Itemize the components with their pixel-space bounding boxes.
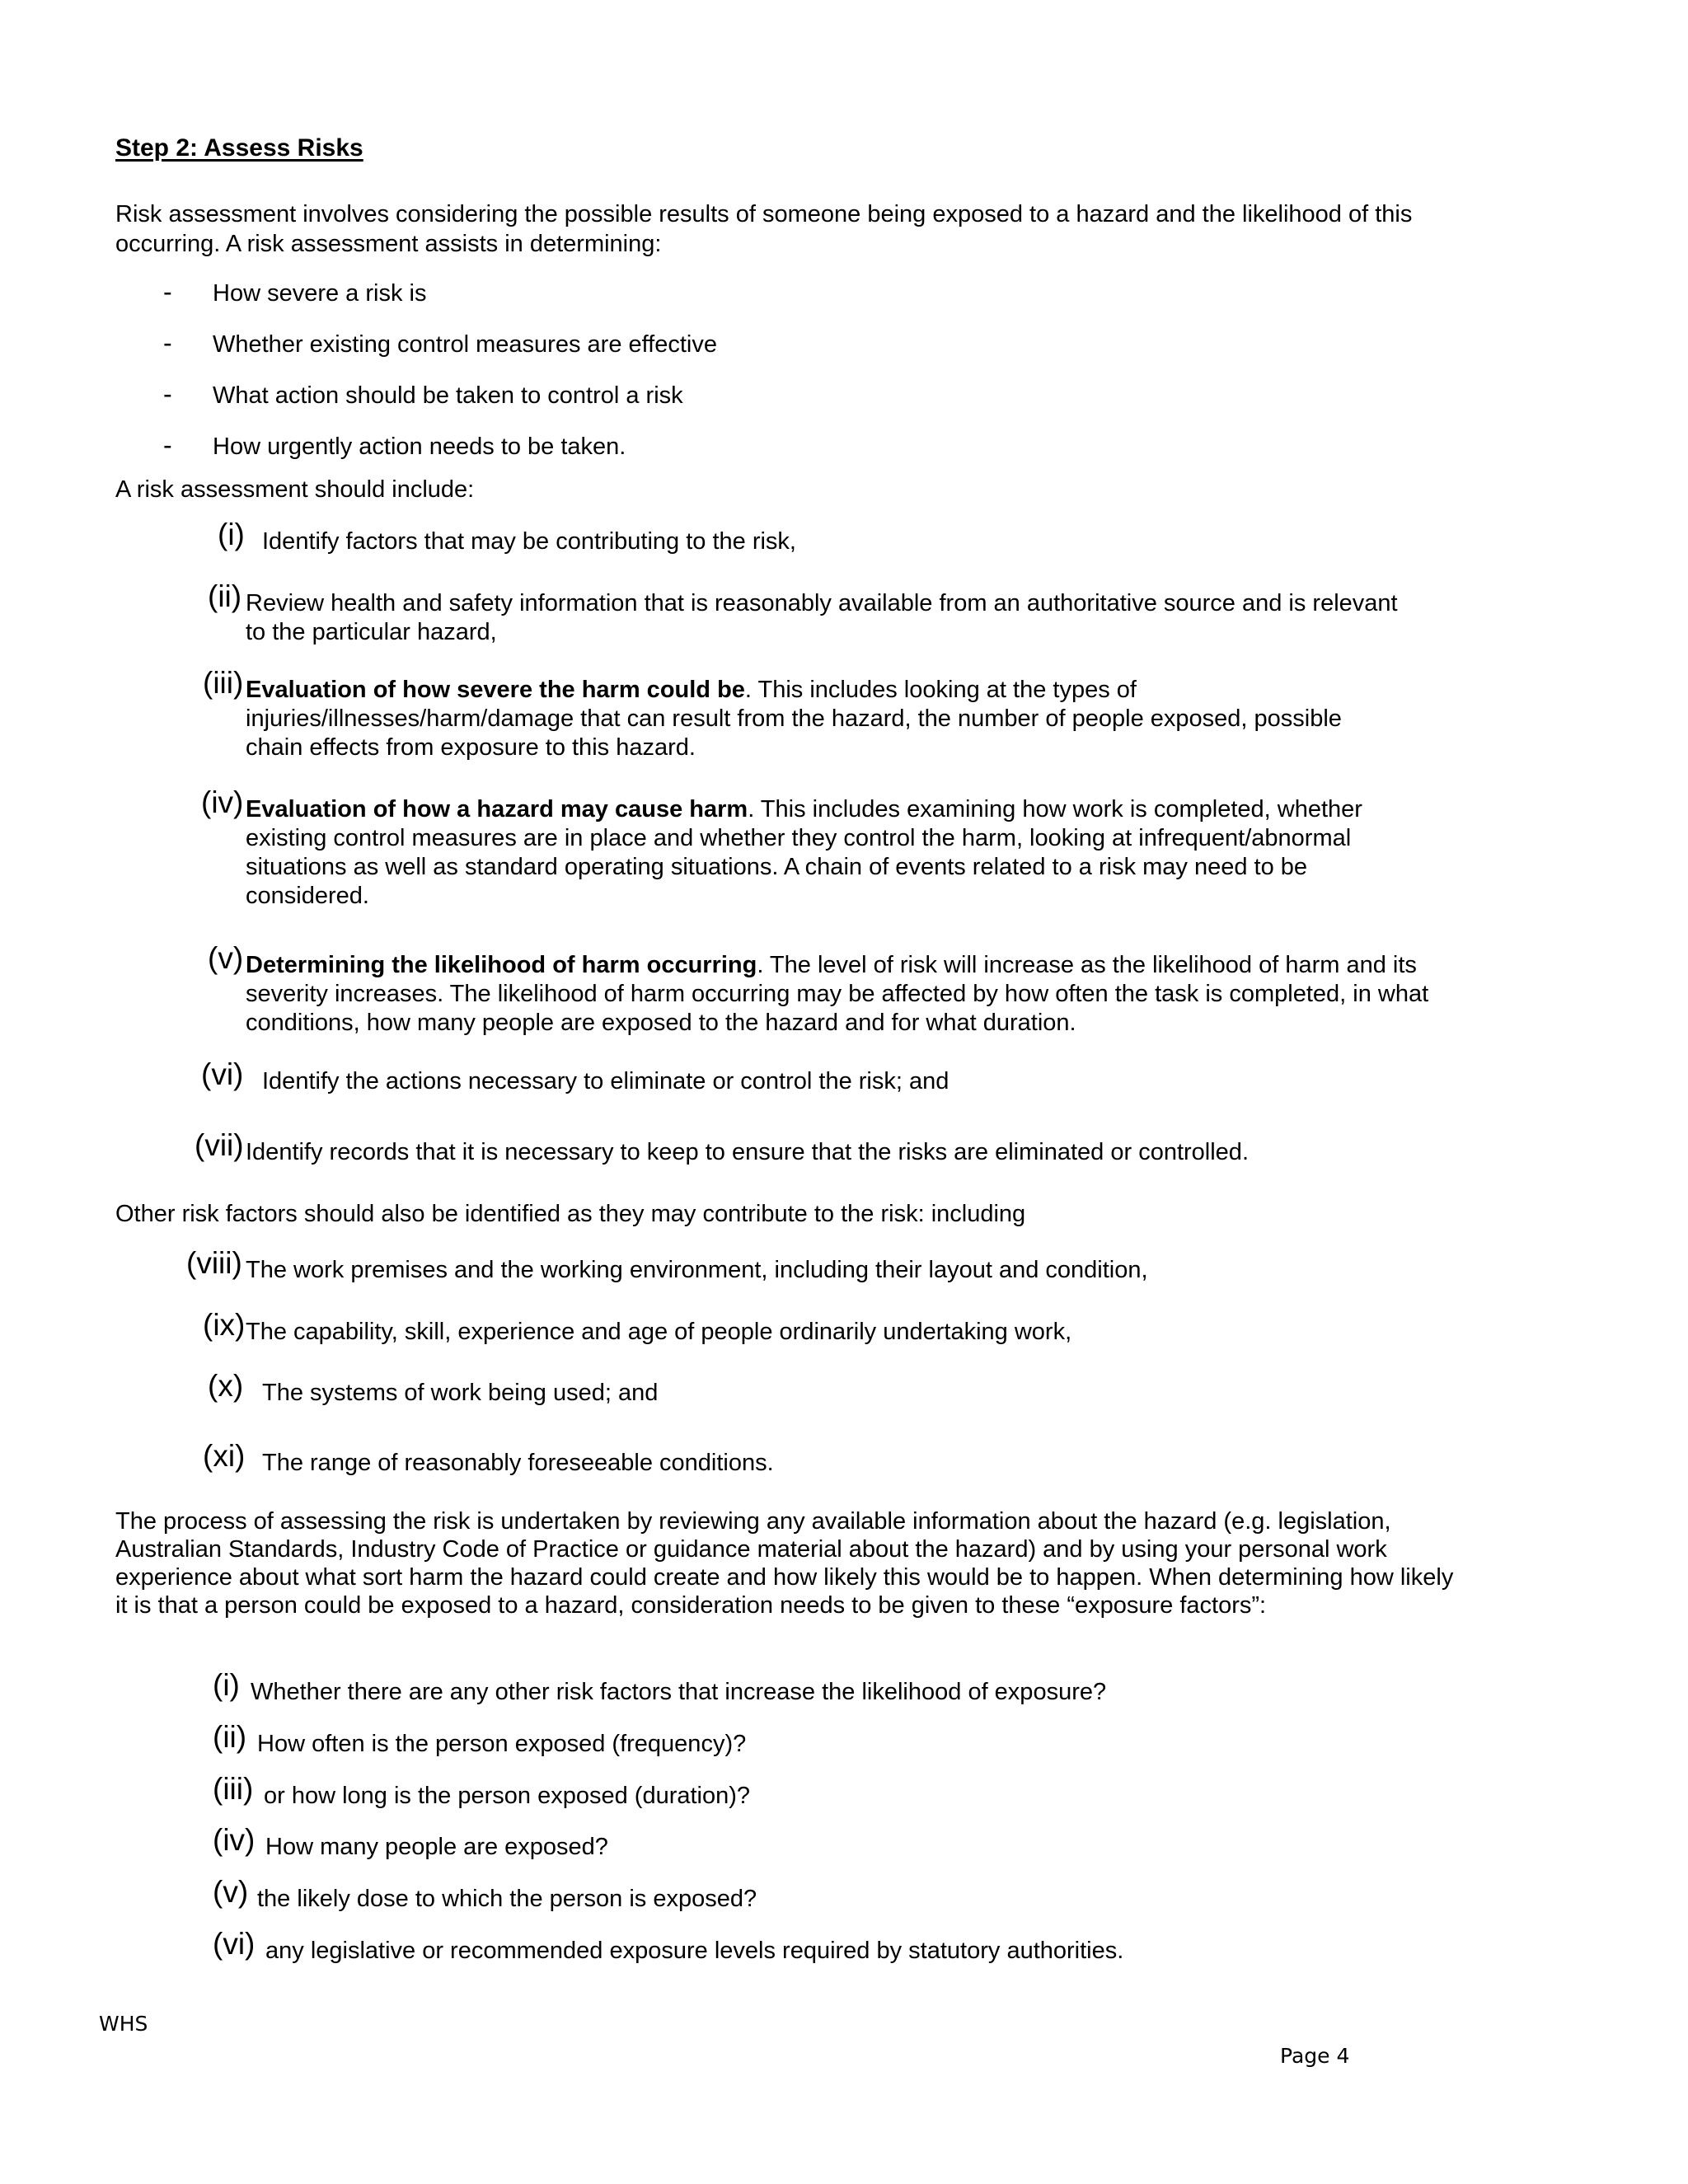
- include-intro: A risk assessment should include:: [115, 476, 475, 503]
- item-number: (v): [208, 941, 244, 975]
- item-number: (iv): [201, 785, 244, 819]
- item-text: The capability, skill, experience and age of people ordinarily undertaking work,: [246, 1319, 1072, 1345]
- footer-left: WHS: [99, 2012, 148, 2036]
- bullet-text: Whether existing control measures are effective: [213, 331, 717, 358]
- intro-paragraph: Risk assessment involves considering the possible results of someone being exposed to a hazard and the likelihood of this occurring. A risk assessment assists in determining:: [115, 201, 1413, 257]
- bullet-dash: -: [163, 277, 172, 307]
- item-number: (ii): [213, 1720, 247, 1754]
- item-number: (v): [213, 1875, 249, 1909]
- item-text: [246, 951, 1432, 1038]
- item-number: (i): [213, 1668, 240, 1702]
- item-bold-lead: Evaluation of how severe the harm could be: [246, 677, 745, 703]
- bullet-dash: -: [163, 328, 172, 358]
- item-text: How many people are exposed?: [265, 1834, 608, 1860]
- item-text: [246, 795, 1400, 911]
- item-number: (xi): [203, 1439, 246, 1473]
- other-factors-intro: Other risk factors should also be identified as they may contribute to the risk: including: [115, 1201, 1026, 1227]
- page-number: Page 4: [1280, 2044, 1350, 2068]
- item-number: (ii): [208, 579, 242, 613]
- item-text: Review health and safety information that is reasonably available from an authoritative source and is relevant to the particular hazard,: [246, 590, 1398, 645]
- item-rest: . This includes examining how work is completed, whether existing control measures are in place and whether they control the harm, looking at infrequent/abnormal situations as well as standard operating situations. A chain of events related to a risk may need to be considered.: [246, 796, 1362, 909]
- section-heading: Step 2: Assess Risks: [115, 134, 363, 162]
- item-text: How often is the person exposed (frequency)?: [257, 1731, 747, 1757]
- item-rest: . The level of risk will increase as the likelihood of harm and its severity increases. The likelihood of harm occurring may be affected by how often the task is completed, in what conditions, how many people are exposed to the hazard and for what duration.: [246, 952, 1429, 1036]
- bullet-dash: -: [163, 379, 172, 409]
- bullet-dash: -: [163, 430, 172, 460]
- process-paragraph: The process of assessing the risk is undertaken by reviewing any available information about the hazard (e.g. legislation, Australian Standards, Industry Code of Practice or guidance material about the hazard) and by using your personal work experience about what sort harm the hazard could create and how likely this would be to happen. When determining how likely it is that a person could be exposed to a hazard, consideration needs to be given to these “exposure factors”:: [115, 1508, 1454, 1619]
- item-number: (vii): [195, 1128, 244, 1162]
- item-bold-lead: Determining the likelihood of harm occurring: [246, 952, 757, 978]
- item-number: (x): [208, 1369, 244, 1403]
- item-number: (iv): [213, 1823, 256, 1857]
- item-text: [246, 676, 1400, 762]
- item-text: the likely dose to which the person is exposed?: [257, 1886, 757, 1912]
- item-rest: . This includes looking at the types of injuries/illnesses/harm/damage that can result from the hazard, the number of people exposed, possible chain effects from exposure to this hazard.: [246, 677, 1342, 761]
- item-text: Identify factors that may be contributing to the risk,: [262, 528, 796, 555]
- item-text: or how long is the person exposed (duration)?: [264, 1783, 751, 1809]
- item-text: The systems of work being used; and: [262, 1380, 659, 1406]
- item-number: (vi): [201, 1057, 244, 1091]
- bullet-text: What action should be taken to control a risk: [213, 382, 683, 409]
- item-number: (iii): [203, 666, 244, 700]
- item-number: (vi): [213, 1927, 256, 1961]
- item-number: (ix): [203, 1308, 246, 1342]
- item-number: (i): [218, 518, 245, 551]
- bullet-text: How urgently action needs to be taken.: [213, 434, 626, 460]
- item-text: Identify records that it is necessary to keep to ensure that the risks are eliminated or controlled.: [246, 1139, 1249, 1165]
- item-bold-lead: Evaluation of how a hazard may cause harm: [246, 796, 748, 823]
- item-text: any legislative or recommended exposure levels required by statutory authorities.: [265, 1938, 1124, 1964]
- item-text: The range of reasonably foreseeable conditions.: [262, 1450, 774, 1476]
- bullet-text: How severe a risk is: [213, 280, 427, 307]
- item-text: Whether there are any other risk factors that increase the likelihood of exposure?: [251, 1679, 1107, 1705]
- item-number: (iii): [213, 1772, 254, 1806]
- item-number: (viii): [186, 1246, 242, 1280]
- item-text: The work premises and the working environment, including their layout and condition,: [246, 1257, 1148, 1283]
- item-text: Identify the actions necessary to eliminate or control the risk; and: [262, 1068, 950, 1094]
